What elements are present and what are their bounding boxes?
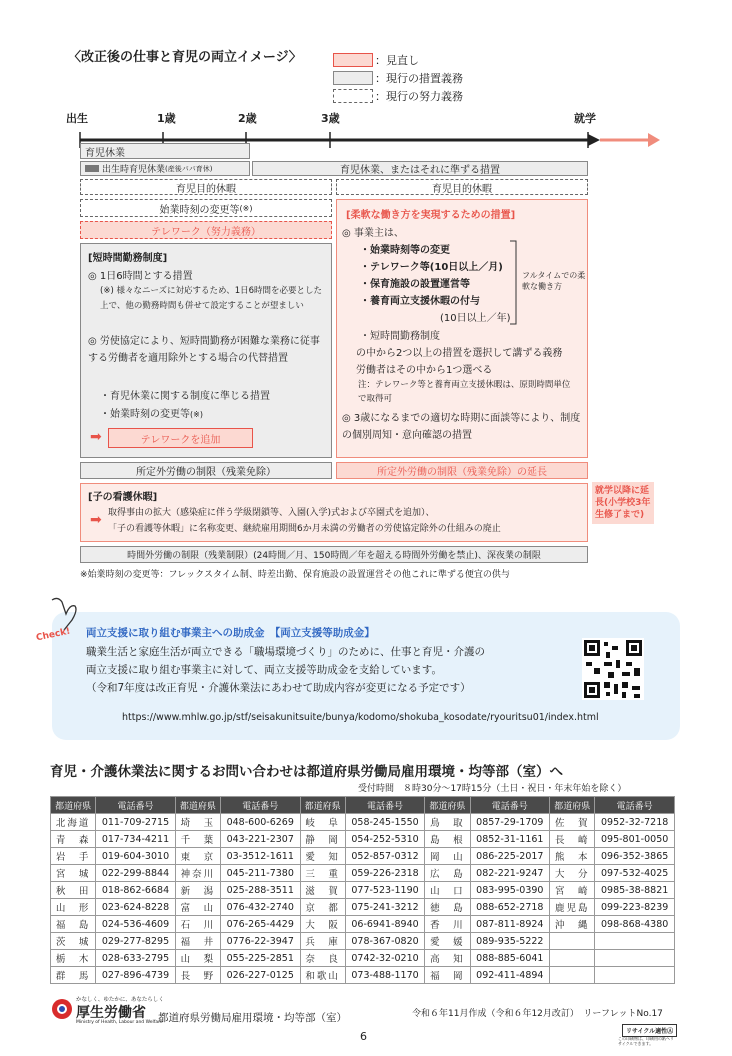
purpose-leave-right: 育児目的休暇: [336, 179, 588, 195]
prefecture-cell: 新 潟: [175, 882, 220, 899]
flexible-l4: ・保育施設の設置運営等: [360, 279, 470, 290]
arrow-right-icon: ➡: [90, 429, 102, 445]
prefecture-cell: 滋 賀: [300, 882, 345, 899]
prefecture-cell: 三 重: [300, 865, 345, 882]
phone-cell: 06-6941-8940: [345, 916, 425, 933]
check-title: 両立支援に取り組む事業主への助成金 【両立支援等助成金】: [86, 627, 375, 639]
ministry-tag: かなしく、ゆたかに、あなたらしく: [76, 997, 164, 1003]
short-hours-sub1: ・育児休業に関する制度に準じる措置: [100, 391, 270, 402]
prefecture-cell: 大 分: [550, 865, 595, 882]
recycle-mark: リサイクル適性Ⓐ: [622, 1024, 677, 1037]
dept: 都道府県労働局雇用環境・均等部（室）: [158, 1012, 347, 1024]
phone-cell: 018-862-6684: [96, 882, 176, 899]
table-body: [51, 814, 675, 984]
prefecture-cell: 石 川: [175, 916, 220, 933]
prefecture-cell: 青 森: [51, 831, 96, 848]
phone-cell: 076-432-2740: [220, 899, 300, 916]
flexible-l1: ◎ 事業主は、: [342, 228, 404, 239]
start-time-mark: (※): [239, 203, 253, 213]
flexible-l5: ・養育両立支援休暇の付与: [360, 296, 480, 307]
prefecture-cell: 山 口: [425, 882, 470, 899]
leave-equivalent: 育児休業、またはそれに準ずる措置: [252, 161, 588, 176]
prefecture-cell: 栃 木: [51, 950, 96, 967]
short-hours-item2: ◎ 労使協定により、短時間勤務が困難な業務に従事する労働者を適用除外とする場合の代替措置: [88, 336, 320, 364]
check-body1: 職業生活と家庭生活が両立できる「職場環境づくり」のために、仕事と育児・介護の: [86, 646, 485, 658]
phone-cell: 029-277-8295: [96, 933, 176, 950]
prefecture-cell: 岡 山: [425, 848, 470, 865]
check-badge: Check!: [35, 626, 72, 644]
short-hours-title: [短時間勤務制度]: [88, 253, 168, 264]
check-url[interactable]: https://www.mhlw.go.jp/stf/seisakunitsuite/bunya/kodomo/shokuba_kosodate/ryouritsu01/index.html: [122, 712, 599, 723]
flexible-side: フルタイムでの柔軟な働き方: [522, 271, 586, 291]
table-row: [51, 950, 675, 967]
phone-cell: 083-995-0390: [470, 882, 550, 899]
prefecture-cell: 長 野: [175, 967, 220, 984]
prefecture-cell: 愛 媛: [425, 933, 470, 950]
phone-cell: 03-3512-1611: [220, 848, 300, 865]
postpartum-label: 出生時育児休業: [102, 165, 166, 175]
prefecture-cell: 山 梨: [175, 950, 220, 967]
table-row: [51, 899, 675, 916]
prefecture-cell: 佐 賀: [550, 814, 595, 831]
phone-cell: 054-252-5310: [345, 831, 425, 848]
prefecture-cell: 福 井: [175, 933, 220, 950]
flexible-title: [柔軟な働き方を実現するための措置]: [346, 210, 516, 221]
prefecture-cell: 福 島: [51, 916, 96, 933]
phone-cell: [595, 967, 675, 984]
sick-leave-line1: 取得事由の拡大（感染症に伴う学級閉鎖等、入園(入学)式および卒園式を追加）、: [108, 508, 435, 518]
postpartum-leave: [80, 161, 250, 176]
flexible-l8: の中から2つ以上の措置を選択して講ずる義務: [356, 348, 563, 359]
phone-cell: 088-885-6041: [470, 950, 550, 967]
flexible-note: 注：テレワーク等と養育両立支援休暇は、原則時間単位で取得可: [358, 380, 571, 404]
phone-cell: 0985-38-8821: [595, 882, 675, 899]
sick-leave-body: [108, 505, 580, 537]
contact-title: 育児・介護休業法に関するお問い合わせは都道府県労働局雇用環境・均等部（室）へ: [50, 764, 563, 780]
postpartum-sub: (産後パパ育休): [165, 164, 213, 173]
phone-cell: 011-709-2715: [96, 814, 176, 831]
phone-cell: 097-532-4025: [595, 865, 675, 882]
header-prefecture: 都道府県: [175, 797, 220, 814]
table-row: [51, 916, 675, 933]
table-row: [51, 967, 675, 984]
phone-cell: [595, 950, 675, 967]
prefecture-cell: 茨 城: [51, 933, 96, 950]
prefecture-cell: 岐 阜: [300, 814, 345, 831]
sick-leave-title: [子の看護休暇]: [88, 492, 158, 503]
prefecture-cell: 高 知: [425, 950, 470, 967]
prefecture-cell: 北海道: [51, 814, 96, 831]
header-phone: 電話番号: [470, 797, 550, 814]
table-row: [51, 814, 675, 831]
purpose-leave-left: 育児目的休暇: [80, 179, 332, 195]
timeline-birth: 出生: [66, 112, 88, 125]
short-hours-sub2: [100, 405, 203, 420]
phone-cell: 043-221-2307: [220, 831, 300, 848]
phone-cell: 052-857-0312: [345, 848, 425, 865]
recycle-sub: この印刷物は、印刷用の紙へリサイクルできます。: [618, 1036, 674, 1046]
ministry-logo-icon: [50, 997, 74, 1021]
overtime-right: 所定外労働の制限（残業免除）の延長: [336, 462, 588, 479]
flexible-l2: ・始業時刻等の変更: [360, 245, 450, 256]
phone-cell: 058-245-1550: [345, 814, 425, 831]
prefecture-cell: 福 岡: [425, 967, 470, 984]
page-number: 6: [360, 1030, 367, 1043]
short-hours-note1: (※) 様々なニーズに対応するため、1日6時間を必要とした上で、他の勤務時間も併せて設定することが望ましい: [100, 286, 323, 311]
header-prefecture: 都道府県: [51, 797, 96, 814]
phone-cell: [595, 933, 675, 950]
table-row: [51, 882, 675, 899]
phone-cell: 025-288-3511: [220, 882, 300, 899]
header-prefecture: 都道府県: [550, 797, 595, 814]
phone-cell: 0776-22-3947: [220, 933, 300, 950]
flexible-l6: (10日以上／年): [440, 313, 511, 324]
prefecture-cell: 鹿児島: [550, 899, 595, 916]
header-phone: 電話番号: [96, 797, 176, 814]
phone-cell: 096-352-3865: [595, 848, 675, 865]
flexible-l9: 労働者はその中から1つ選べる: [356, 365, 493, 376]
phone-cell: 0742-32-0210: [345, 950, 425, 967]
check-body: [86, 643, 566, 697]
legend-effort: ：現行の努力義務: [375, 90, 463, 103]
phone-cell: 024-536-4609: [96, 916, 176, 933]
start-time-label: 始業時刻の変更等: [159, 204, 240, 216]
prefecture-cell: 宮 崎: [550, 882, 595, 899]
phone-cell: 017-734-4211: [96, 831, 176, 848]
sick-leave-line2: 「子の看護等休暇」に名称変更、継続雇用期間6か月未満の労働者の労使協定除外の仕組みの廃止: [108, 524, 501, 534]
header-prefecture: 都道府県: [300, 797, 345, 814]
add-telework: テレワークを追加: [108, 428, 253, 448]
table-row: [51, 831, 675, 848]
phone-cell: 099-223-8239: [595, 899, 675, 916]
phone-cell: 088-652-2718: [470, 899, 550, 916]
prefecture-cell: 静 岡: [300, 831, 345, 848]
prefecture-cell: 山 形: [51, 899, 96, 916]
prefecture-cell: 長 崎: [550, 831, 595, 848]
phone-cell: 076-265-4429: [220, 916, 300, 933]
footnote: ※始業時刻の変更等：フレックスタイム制、時差出勤、保育施設の設置運営その他これに準ずる便宜の供与: [80, 570, 510, 580]
prefecture-cell: 岩 手: [51, 848, 96, 865]
table-header-row: [51, 797, 675, 814]
edition: 令和６年11月作成（令和６年12月改訂） リーフレットNo.17: [412, 1009, 663, 1019]
short-hours-sub2-mark: (※): [190, 410, 203, 419]
short-hours-item1: ◎ 1日6時間とする措置: [88, 271, 193, 282]
bracket: [508, 240, 522, 325]
table-row: [51, 933, 675, 950]
phone-cell: 0852-31-1161: [470, 831, 550, 848]
image-title: 〈改正後の仕事と育児の両立イメージ〉: [68, 50, 302, 65]
prefecture-cell: 京 都: [300, 899, 345, 916]
prefecture-cell: 宮 城: [51, 865, 96, 882]
phone-cell: 075-241-3212: [345, 899, 425, 916]
prefecture-cell: 千 葉: [175, 831, 220, 848]
arrow-right-icon-2: ➡: [90, 512, 102, 528]
prefecture-table: [50, 796, 675, 984]
phone-cell: 048-600-6269: [220, 814, 300, 831]
prefecture-cell: 島 根: [425, 831, 470, 848]
ministry-name: 厚生労働省: [76, 1005, 146, 1021]
legend-swatch-effort: [333, 89, 373, 103]
postpartum-bar-icon: [85, 165, 99, 172]
phone-cell: 086-225-2017: [470, 848, 550, 865]
prefecture-cell: 秋 田: [51, 882, 96, 899]
timeline-age2: 2歳: [238, 112, 257, 125]
header-phone: 電話番号: [220, 797, 300, 814]
prefecture-cell: 徳 島: [425, 899, 470, 916]
prefecture-cell: 埼 玉: [175, 814, 220, 831]
table-row: [51, 865, 675, 882]
ministry-en: Ministry of Health, Labour and Welfare: [76, 1020, 163, 1025]
legend-swatch-duty: [333, 71, 373, 85]
timeline-age3: 3歳: [321, 112, 340, 125]
timeline-age1: 1歳: [157, 112, 176, 125]
prefecture-cell: 兵 庫: [300, 933, 345, 950]
start-time-change: [80, 199, 332, 217]
phone-cell: 089-935-5222: [470, 933, 550, 950]
check-body3: （令和7年度は改正育児・介護休業法にあわせて助成内容が変更になる予定です）: [86, 682, 471, 694]
header-phone: 電話番号: [595, 797, 675, 814]
legend-duty: ：現行の措置義務: [375, 72, 463, 85]
prefecture-cell: 香 川: [425, 916, 470, 933]
prefecture-cell: [550, 933, 595, 950]
prefecture-cell: 愛 知: [300, 848, 345, 865]
check-body2: 両立支援に取り組む事業主に対して、両立支援等助成金を支給しています。: [86, 664, 442, 676]
prefecture-cell: 東 京: [175, 848, 220, 865]
prefecture-cell: 奈 良: [300, 950, 345, 967]
prefecture-cell: 鳥 取: [425, 814, 470, 831]
flexible-l7: ・短時間勤務制度: [360, 331, 440, 342]
phone-cell: 073-488-1170: [345, 967, 425, 984]
prefecture-cell: 富 山: [175, 899, 220, 916]
prefecture-cell: 沖 縄: [550, 916, 595, 933]
phone-cell: 082-221-9247: [470, 865, 550, 882]
phone-cell: 087-811-8924: [470, 916, 550, 933]
phone-cell: 028-633-2795: [96, 950, 176, 967]
phone-cell: 098-868-4380: [595, 916, 675, 933]
phone-cell: 077-523-1190: [345, 882, 425, 899]
prefecture-cell: 群 馬: [51, 967, 96, 984]
prefecture-cell: [550, 950, 595, 967]
hours: 受付時間 ８時30分～17時15分（土日・祝日・年末年始を除く）: [358, 784, 627, 794]
phone-cell: 0857-29-1709: [470, 814, 550, 831]
phone-cell: 026-227-0125: [220, 967, 300, 984]
phone-cell: 055-225-2851: [220, 950, 300, 967]
short-hours-sub2-label: ・始業時刻の変更等: [100, 409, 190, 420]
phone-cell: 059-226-2318: [345, 865, 425, 882]
prefecture-cell: 広 島: [425, 865, 470, 882]
phone-cell: 022-299-8844: [96, 865, 176, 882]
qr-code-icon[interactable]: [582, 638, 644, 700]
phone-cell: 027-896-4739: [96, 967, 176, 984]
extend-note: 就学以降に延長(小学校3年生修了まで): [592, 482, 654, 524]
phone-cell: 019-604-3010: [96, 848, 176, 865]
prefecture-cell: [550, 967, 595, 984]
phone-cell: 095-801-0050: [595, 831, 675, 848]
phone-cell: 045-211-7380: [220, 865, 300, 882]
phone-cell: 0952-32-7218: [595, 814, 675, 831]
legend-swatch-revised: [333, 53, 373, 67]
telework-effort: テレワーク（努力義務）: [80, 221, 332, 239]
childcare-leave: 育児休業: [80, 143, 250, 159]
table-row: [51, 848, 675, 865]
flexible-l3: ・テレワーク等(10日以上／月): [360, 262, 503, 273]
flexible-l10: ◎ 3歳になるまでの適切な時期に面談等により、制度の個別周知・意向確認の措置: [342, 413, 581, 441]
prefecture-cell: 和歌山: [300, 967, 345, 984]
phone-cell: 023-624-8228: [96, 899, 176, 916]
overtime-limit: 時間外労働の制限（残業制限）(24時間／月、150時間／年を超える時間外労働を禁止)、深夜業の制限: [80, 546, 588, 563]
phone-cell: 092-411-4894: [470, 967, 550, 984]
phone-cell: 078-367-0820: [345, 933, 425, 950]
header-phone: 電話番号: [345, 797, 425, 814]
header-prefecture: 都道府県: [425, 797, 470, 814]
overtime-left: 所定外労働の制限（残業免除）: [80, 462, 332, 479]
prefecture-cell: 神奈川: [175, 865, 220, 882]
prefecture-cell: 熊 本: [550, 848, 595, 865]
timeline-school: 就学: [574, 112, 596, 125]
legend-revised: ：見直し: [375, 54, 419, 67]
prefecture-cell: 大 阪: [300, 916, 345, 933]
